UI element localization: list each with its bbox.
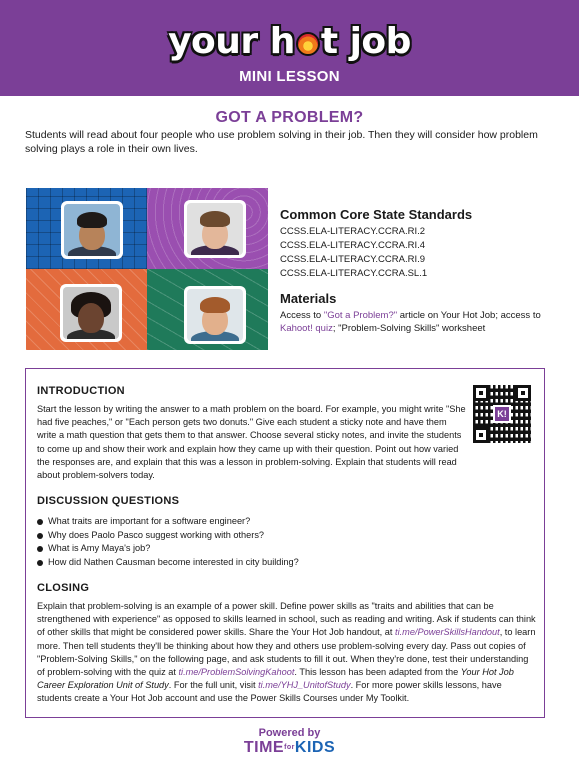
article-link[interactable]: "Got a Problem?": [323, 310, 398, 321]
mini-lesson-subtitle: MINI LESSON: [239, 68, 340, 85]
standard-item: CCSS.ELA-LITERACY.CCRA.RI.4: [280, 240, 426, 251]
discussion-heading: DISCUSSION QUESTIONS: [37, 495, 180, 507]
closing-heading: CLOSING: [37, 582, 90, 594]
header-banner: [0, 0, 579, 96]
time-for-kids-logo: TIMEforKIDS: [243, 739, 336, 756]
standards-heading: Common Core State Standards: [280, 207, 473, 222]
list-item: Why does Paolo Pasco suggest working with others?: [37, 529, 437, 543]
list-item: How did Nathen Causman become interested in city building?: [37, 556, 437, 570]
footer: [0, 727, 579, 757]
portrait-photo: [184, 286, 246, 344]
closing-text: Explain that problem-solving is an example of a power skill. Define power skills as "traits and abilities that can be strengthened with experience" as opposed to skills learned in school, such as reading and writing. Ask if students can think of other skills that might be considered power skills. Share the Your Hot Job handout, at ti.me/PowerSkillsHandout, to learn more. Then tell students they'll be thinking about how they and others use problem-solving every day. Pass out copies of "Problem-Solving Skills," on the following page, and ask students to fill it out. When they're done, test their understanding of problem-solving with the quiz at ti.me/ProblemSolvingKahoot. This lesson has been adapted from the Your Hot Job Career Exploration Unit of Study. For the full unit, visit ti.me/YHJ_UnitofStudy. For more power skills lessons, have students create a Your Hot Job account and use the Power Skills Courses under My Toolkit.: [37, 601, 536, 704]
kahoot-link[interactable]: ti.me/ProblemSolvingKahoot: [178, 667, 295, 678]
portrait-photo: [60, 284, 122, 342]
introduction-text: Start the lesson by writing the answer to a math problem on the board. For example, you might write "She had five peaches," or "Each person gets two donuts." Give each student a sticky note and have them write a math question that gets them to that answer. Choose several sticky notes, and invite the students to come up and show their work and explain how they came up with their question. Point out how varied the responses are, and explain that this was a lesson in problem-solving. Explain that students will read about problem-solvers today.: [37, 404, 466, 481]
kahoot-quiz-link[interactable]: Kahoot! quiz: [280, 323, 333, 334]
portrait-photo: [184, 200, 246, 258]
logo-text-after: t job: [320, 21, 411, 62]
powered-by-label: Powered by: [258, 727, 321, 739]
materials-section: [280, 291, 555, 335]
qr-code[interactable]: [473, 385, 531, 443]
power-skills-handout-link[interactable]: ti.me/PowerSkillsHandout: [395, 627, 500, 638]
logo-text-before: your h: [168, 21, 295, 62]
lesson-plan-box: [25, 368, 545, 718]
photo-collage: [26, 188, 268, 350]
materials-heading: Materials: [280, 291, 337, 306]
materials-text: Access to "Got a Problem?" article on Your Hot Job; access to Kahoot! quiz; "Problem-Solving Skills" worksheet: [280, 310, 541, 334]
your-hot-job-logo: [0, 22, 579, 62]
standards-section: [280, 207, 560, 281]
list-item: What traits are important for a software engineer?: [37, 515, 437, 529]
list-item: What is Amy Maya's job?: [37, 542, 437, 556]
standard-item: CCSS.ELA-LITERACY.CCRA.SL.1: [280, 268, 428, 279]
standard-item: CCSS.ELA-LITERACY.CCRA.RI.9: [280, 254, 426, 265]
kahoot-icon: K!: [493, 405, 511, 423]
discussion-questions-list: [37, 515, 437, 569]
lesson-title: GOT A PROBLEM?: [215, 109, 364, 126]
standard-item: CCSS.ELA-LITERACY.CCRA.RI.2: [280, 226, 426, 237]
flame-icon: [296, 32, 320, 56]
lesson-intro: Students will read about four people who use problem solving in their job. Then they will consider how problem solving plays a role in their own lives.: [25, 129, 538, 155]
portrait-photo: [61, 201, 123, 259]
unit-of-study-link[interactable]: ti.me/YHJ_UnitofStudy: [258, 680, 351, 691]
introduction-heading: INTRODUCTION: [37, 385, 125, 397]
